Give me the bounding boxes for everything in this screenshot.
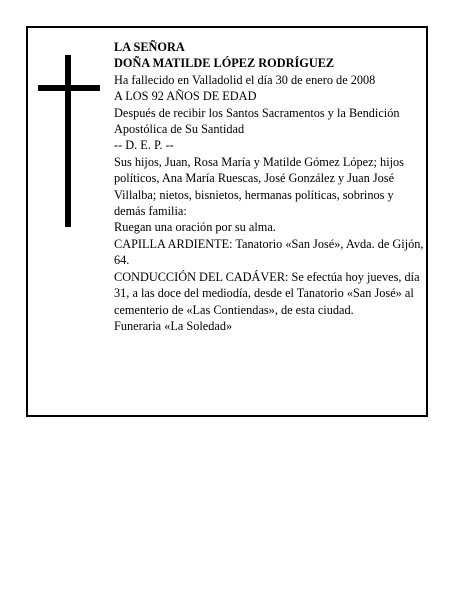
sacraments-line: Después de recibir los Santos Sacramentos y la Bendición Apostólica de Su Santidad: [114, 105, 400, 137]
dep-line: -- D. E. P. --: [114, 138, 174, 153]
deceased-name: DOÑA MATILDE LÓPEZ RODRÍGUEZ: [114, 56, 335, 71]
cross-icon: [38, 55, 100, 227]
funeral-procession-line: CONDUCCIÓN DEL CADÁVER: Se efectúa hoy jueves, día 31, a las doce del mediodía, desde el Tanatorio «San José» al cementerio de «Las Contiendas», de esta ciudad.: [114, 269, 420, 317]
prayer-line: Ruegan una oración por su alma.: [114, 220, 276, 235]
family-line: Sus hijos, Juan, Rosa María y Matilde Gómez López; hijos políticos, Ana María Ruescas, José González y Juan José Villalba; nietos, bisnietos, hermanas políticas, sobrinos y demás familia:: [114, 154, 404, 219]
cross-vertical-bar: [65, 55, 71, 227]
death-date-line: Ha fallecido en Valladolid el día 30 de enero de 2008: [114, 72, 376, 87]
funeral-home-line: Funeraria «La Soledad»: [114, 318, 233, 333]
obituary-text: [114, 39, 426, 334]
heading-title: LA SEÑORA: [114, 40, 185, 54]
obituary-notice: [26, 26, 428, 417]
cross-horizontal-bar: [38, 85, 100, 91]
age-line: A LOS 92 AÑOS DE EDAD: [114, 89, 257, 104]
chapel-line: CAPILLA ARDIENTE: Tanatorio «San José», Avda. de Gijón, 64.: [114, 236, 424, 268]
